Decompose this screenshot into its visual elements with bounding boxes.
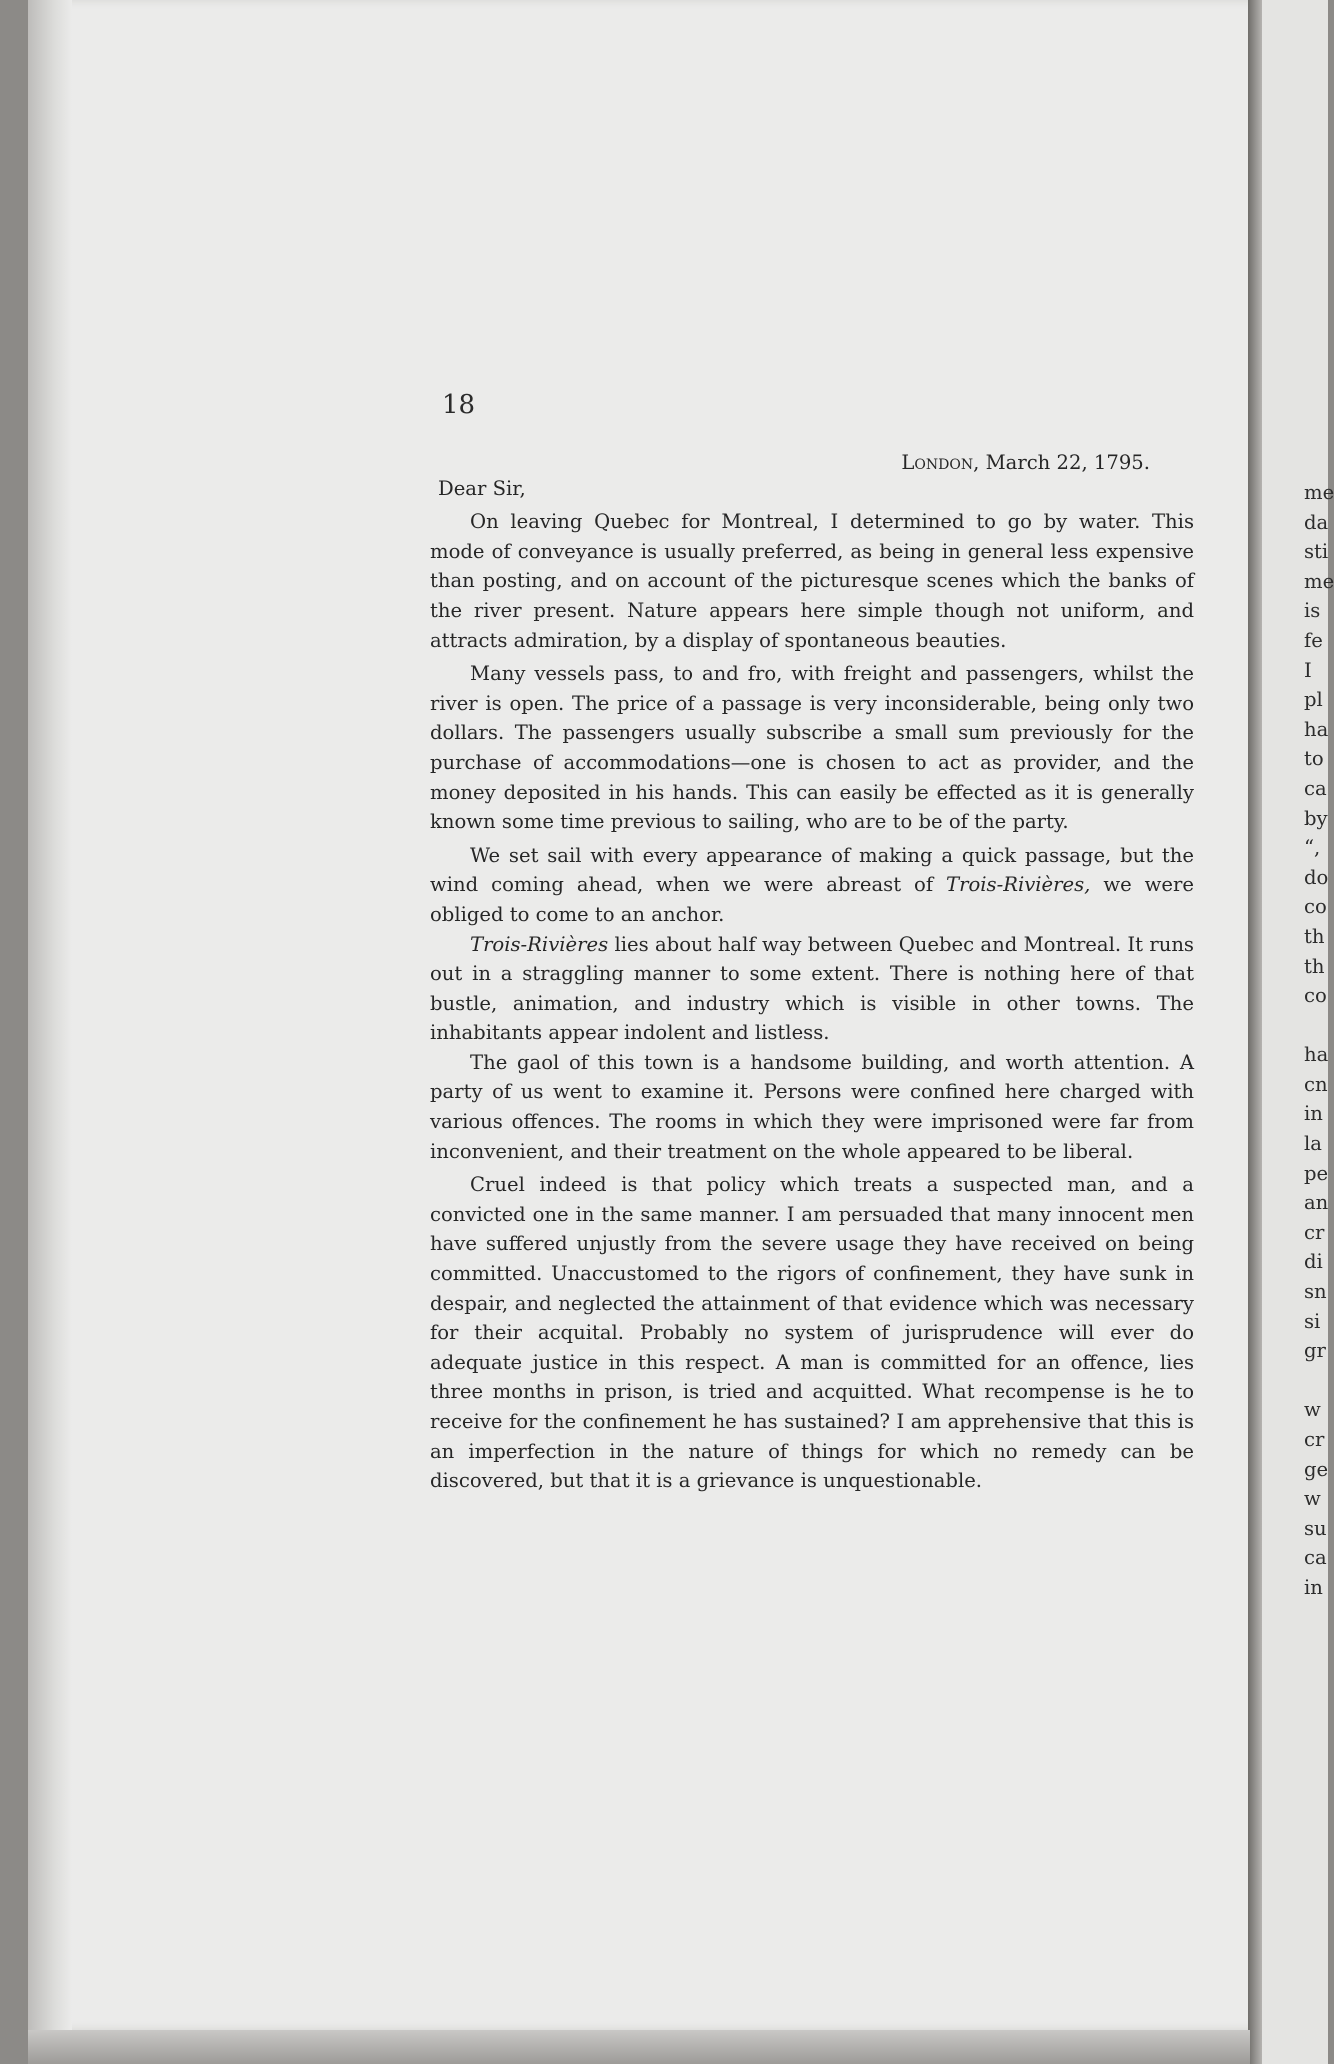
facing-page-line: I bbox=[1304, 658, 1312, 682]
facing-page-line: ca bbox=[1304, 1546, 1327, 1570]
page-number: 18 bbox=[442, 390, 476, 420]
facing-page-line: “, bbox=[1304, 836, 1321, 860]
facing-page-line: th bbox=[1304, 924, 1325, 948]
facing-page-break bbox=[1304, 1011, 1328, 1041]
facing-page-line: in bbox=[1304, 1102, 1323, 1126]
facing-page-line: by bbox=[1304, 806, 1328, 830]
facing-page-line: w bbox=[1304, 1398, 1321, 1422]
facing-page-line: su bbox=[1304, 1516, 1327, 1540]
facing-page-line: ha bbox=[1304, 717, 1329, 741]
facing-page-line: th bbox=[1304, 954, 1325, 978]
paragraph-text: we were obliged to come to an anchor. bbox=[430, 873, 1194, 926]
facing-page-line: sn bbox=[1304, 1280, 1327, 1304]
facing-page-line: ge bbox=[1304, 1457, 1329, 1481]
facing-page-line: co bbox=[1304, 984, 1327, 1008]
facing-page-line: da bbox=[1304, 510, 1329, 534]
paragraph bbox=[430, 930, 1194, 1048]
facing-page-text bbox=[1304, 478, 1334, 1603]
facing-page-line: pl bbox=[1304, 688, 1323, 712]
page-bottom-edge bbox=[28, 2030, 1250, 2064]
facing-page-line: gr bbox=[1304, 1339, 1326, 1363]
paragraph: Many vessels pass, to and fro, with freight and passengers, whilst the river is open. The price of a passage is very inconsiderable, being only two dollars. The passengers usually subscribe a small sum previously for the purchase of accommodations—one is chosen to act as provider, and the money deposited in his hands. This can easily be effected as it is generally known some time previous to sailing, who are to be of the party. bbox=[430, 662, 1194, 834]
facing-page-line: is bbox=[1304, 599, 1321, 623]
dateline-date: , March 22, 1795. bbox=[973, 451, 1150, 474]
paragraph: The gaol of this town is a handsome building, and worth attention. A party of us went to examine it. Persons were confined here charged with various offences. The rooms in which they were imprisoned were far from inconvenient, and their treatment on the whole appeared to be liberal. bbox=[430, 1050, 1194, 1163]
facing-page-line: cr bbox=[1304, 1220, 1325, 1244]
paragraph: On leaving Quebec for Montreal, I determined to go by water. This mode of conveyance is usually preferred, as being in general less expensive than posting, and on account of the picturesque scenes which the banks of the river present. Nature appears here simple though not uniform, and attracts admiration, by a display of spontaneous beauties. bbox=[430, 510, 1194, 652]
paragraph-text: We set sail with every appearance of making a quick passage, but the wind coming ahead, when we were abreast of bbox=[430, 843, 1194, 897]
dateline-place: London bbox=[901, 451, 974, 474]
facing-page-line: co bbox=[1304, 895, 1327, 919]
book-gutter bbox=[1248, 0, 1262, 2064]
letter-body bbox=[430, 448, 1194, 1496]
paragraph-text: lies about half way between Quebec and Montreal. It runs out in a straggling manner to some extent. There is nothing here of that bustle, animation, and industry which is visible in other towns. The inhabitants appear indolent and listless. bbox=[430, 932, 1194, 1045]
facing-page-line: an bbox=[1304, 1191, 1329, 1215]
facing-page-line: fe bbox=[1304, 628, 1323, 652]
facing-page-line: in bbox=[1304, 1575, 1323, 1599]
facing-page-line: w bbox=[1304, 1487, 1321, 1511]
facing-page-line: me bbox=[1304, 481, 1334, 504]
place-name: Trois-Rivières bbox=[470, 932, 609, 956]
facing-page-line: sti bbox=[1304, 540, 1329, 564]
facing-page-line: do bbox=[1304, 865, 1329, 889]
paragraph: Cruel indeed is that policy which treats a suspected man, and a convicted one in the same manner. I am persuaded that many innocent men have suffered unjustly from the severe usage they have received on being committed. Unaccustomed to the rigors of confinement, they have sunk in despair, and neglected the attainment of that evidence which was necessary for their acquital. Probably no system of jurisprudence will ever do adequate justice in this respect. A man is committed for an offence, lies three months in prison, is tried and acquitted. What recompense is he to receive for the confinement he has sustained? I am apprehensive that this is an imperfection in the nature of things for which no remedy can be discovered, but that it is a grievance is unquestionable. bbox=[430, 1173, 1194, 1493]
salutation: Dear Sir, bbox=[438, 476, 526, 500]
page-edge bbox=[28, 0, 72, 2030]
facing-page-line: ca bbox=[1304, 776, 1327, 800]
facing-page-line: la bbox=[1304, 1132, 1322, 1156]
facing-page-line: cn bbox=[1304, 1072, 1328, 1096]
facing-page-line: si bbox=[1304, 1309, 1321, 1333]
facing-page-line: cr bbox=[1304, 1428, 1325, 1451]
facing-page-line: ha bbox=[1304, 1043, 1329, 1067]
facing-page-line: di bbox=[1304, 1250, 1323, 1274]
place-name: Trois-Rivières, bbox=[946, 873, 1091, 897]
facing-page-line: pe bbox=[1304, 1161, 1329, 1185]
facing-page-break bbox=[1304, 1366, 1328, 1396]
facing-page-line: to bbox=[1304, 747, 1324, 771]
facing-page-line: me bbox=[1304, 569, 1334, 593]
paragraph bbox=[430, 841, 1194, 930]
